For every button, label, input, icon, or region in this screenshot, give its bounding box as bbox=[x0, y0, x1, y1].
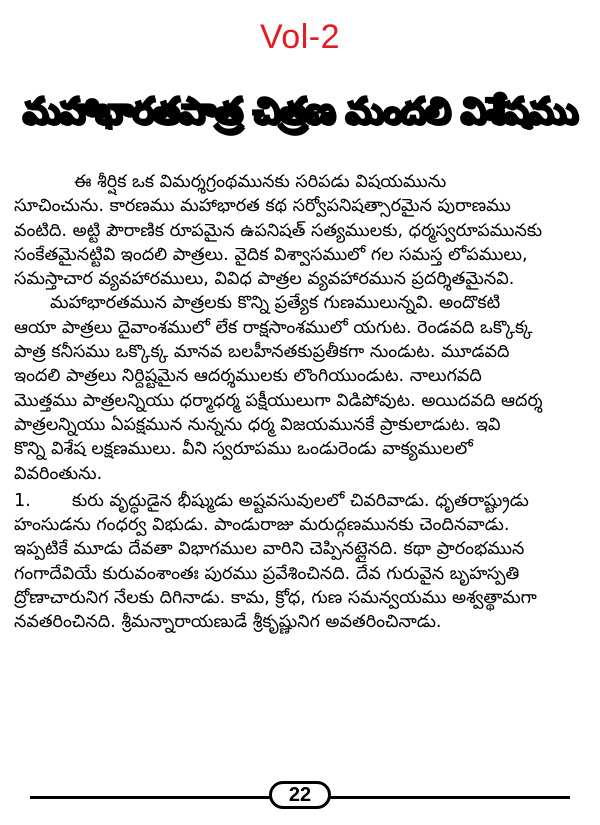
page-number: 22 bbox=[269, 781, 331, 809]
section-1-line-2: హంసుడను గంధర్వ విభుడు. పాండురాజు మరుద్గణమునకు చెందినవాడు. bbox=[14, 515, 510, 536]
paragraph-1-line-3: వంటిది. అట్టి పౌరాణిక రూపమైన ఉపనిషత్ సత్యములకు, ధర్మస్వరూపమునకు bbox=[14, 220, 543, 241]
section-1-line-1 bbox=[14, 489, 586, 513]
paragraph-1-line-5: సమస్తాచార వ్యవహారములు, వివిధ పాత్రల వ్యవహారమున ప్రదర్శితమైనవి. bbox=[14, 269, 515, 290]
paragraph-1-line-4: సంకేతమైనట్టివి ఇందలి పాత్రలు. వైదిక విశ్వాసములో గల సమస్త లోపములు, bbox=[14, 244, 528, 265]
section-1-line-5: ద్రోణాచారునిగ నేలకు దిగినాడు. కామ, క్రోధ, గుణ సమన్వయము అశ్వత్థామగా bbox=[14, 588, 537, 609]
volume-label: Vol-2 bbox=[260, 18, 340, 56]
paragraph-1-line-1: ఈ శీర్షిక ఒక విమర్శగ్రంథమునకు సరిపడు విషయమును bbox=[74, 172, 447, 192]
section-1-number: 1. bbox=[14, 490, 31, 511]
section-1-line-4: గంగాదేవియే కురువంశాంతః పురము ప్రవేశించినది. దేవ గురువైన బృహస్పతి bbox=[14, 563, 520, 584]
section-1-line-6: నవతరించినది. శ్రీమన్నారాయణుడే శ్రీకృష్ణునిగ అవతరించినాడు. bbox=[14, 612, 442, 633]
paragraph-2-line-2: ఆయా పాత్రలు దైవాంశములో లేక రాక్షసాంశములో యగుట. రెండవది ఒక్కొక్క bbox=[14, 317, 533, 338]
page-title: మహాభారతపాత్ర చిత్రణ మందలి విశేషము bbox=[22, 91, 578, 132]
paragraph-2-line-3: పాత్ర కనీసము ఒక్కొక్క మానవ బలహీనతకుప్రతీకగా నుండుట. మూడవది bbox=[14, 342, 510, 363]
paragraph-2-line-6: పాత్రలన్నియు ఏపక్షమున నున్నను ధర్మ విజయమునకే ప్రాకులాడుట. ఇవి bbox=[14, 414, 501, 435]
document-body bbox=[14, 170, 586, 635]
paragraph-2-line-8: వివరింతును. bbox=[14, 463, 103, 484]
paragraph-2-line-5: మొత్తము పాత్రలన్నియు ధర్మాధర్మ పక్షీయులుగా విడిపోవుట. అయిదవది ఆదర్శ bbox=[14, 390, 543, 411]
paragraph-2-line-1: మహాభారతమున పాత్రలకు కొన్ని ప్రత్యేక గుణములున్నవి. అందొకటి bbox=[50, 293, 501, 314]
paragraph-1-line-2: సూచించును. కారణము మహాభారత కథ సర్వోపనిషత్సారమైన పురాణము bbox=[14, 196, 511, 217]
paragraph-2-line-4: ఇందలి పాత్రలు నిర్దిష్టమైన ఆదర్శములకు లొంగియుండుట. నాలుగవది bbox=[14, 366, 482, 387]
paragraph-2-line-7: కొన్ని విశేష లక్షణములు. వీని స్వరూపము ఒండురెండు వాక్యములలో bbox=[14, 439, 473, 460]
section-1-line-1-text: కురు వృద్ధుడైన భీష్ముడు అష్టవసువులలో చివరివాడు. ధృతరాష్ట్రుడు bbox=[72, 490, 529, 511]
section-1-line-3: ఇప్పటికే మూడు దేవతా విభాగముల వారిని చెప్పినట్లైనది. కథా ప్రారంభమున bbox=[14, 539, 525, 560]
